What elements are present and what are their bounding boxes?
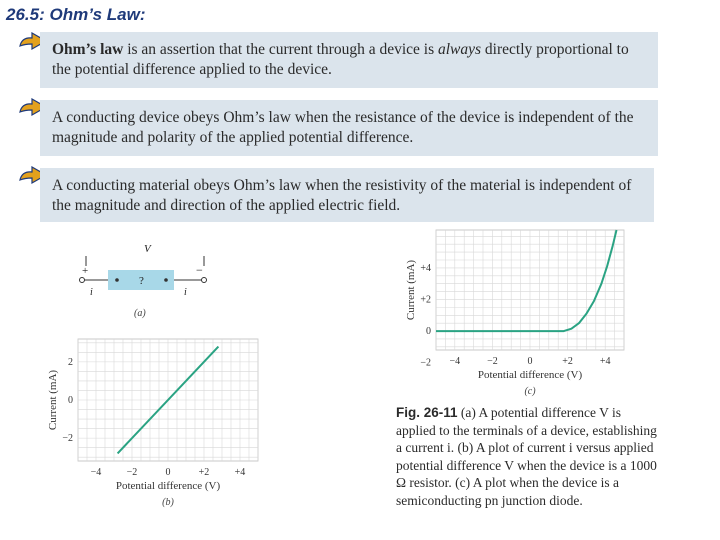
x-tick-label: +4 <box>234 467 246 478</box>
x-tick-label: 0 <box>527 356 533 367</box>
y-tick-label: −2 <box>420 357 431 369</box>
x-tick-label: 0 <box>165 467 171 478</box>
chart-sublabel: (b) <box>162 497 174 508</box>
x-tick-label: −4 <box>449 356 461 367</box>
device-statement-box <box>40 100 658 156</box>
chart-c <box>394 226 634 400</box>
circuit-current-left: i <box>90 287 93 298</box>
y-tick-label: −2 <box>62 433 73 445</box>
circuit-diagram <box>72 238 222 320</box>
circuit-sublabel: (a) <box>134 308 146 319</box>
y-tick-label: 0 <box>426 326 431 338</box>
device-statement-text: A conducting device obeys Ohm’s law when the resistance of the device is independent of the magnitude and polarity of the applied potential difference. <box>52 109 634 146</box>
ohms-law-text-b: directly proportional to the potential difference applied to the device. <box>52 41 629 78</box>
x-tick-label: +2 <box>198 467 210 478</box>
circuit-current-right: i <box>184 287 187 298</box>
figure-caption-text: (a) A potential difference V is applied to the terminals of a device, establishing a current i. (b) A plot of current i versus applied potential difference V when the device is a 1000 Ω resistor. (c) A plot when the device is a semiconducting pn junction diode. <box>396 405 657 508</box>
ohms-law-term: Ohm’s law <box>52 41 124 58</box>
y-tick-label: +2 <box>420 294 431 306</box>
x-tick-label: +2 <box>562 356 573 367</box>
figure-caption <box>396 404 664 510</box>
x-tick-label: +4 <box>599 356 611 367</box>
circuit-device-label: ? <box>139 275 144 287</box>
x-axis-label: Potential difference (V) <box>477 369 583 381</box>
y-tick-label: +4 <box>420 262 431 274</box>
y-axis-label: Current (mA) <box>47 369 59 431</box>
material-statement-box <box>40 168 654 222</box>
circuit-plus: + <box>82 265 89 277</box>
page-title: 26.5: Ohm’s Law: <box>6 5 146 24</box>
ohms-law-definition-box <box>40 32 658 88</box>
y-axis-label: Current (mA) <box>405 259 417 321</box>
y-tick-label: 0 <box>68 395 73 406</box>
x-tick-label: −4 <box>90 467 102 478</box>
figure-label: Fig. 26-11 <box>396 405 458 420</box>
ohms-law-always: always <box>437 41 482 58</box>
chart-sublabel: (c) <box>524 386 536 397</box>
circuit-minus: − <box>196 263 203 277</box>
material-statement-text: A conducting material obeys Ohm’s law when the resistivity of the material is independent of the magnitude and direction of the applied electric field. <box>52 177 632 214</box>
ohms-law-text-a: is an assertion that the current through a device is <box>123 41 438 58</box>
circuit-v-label: V <box>144 243 151 255</box>
y-tick-label: 2 <box>68 356 73 368</box>
x-tick-label: −2 <box>126 467 138 478</box>
chart-b <box>38 336 268 510</box>
x-axis-label: Potential difference (V) <box>115 480 221 492</box>
x-tick-label: −2 <box>487 356 498 367</box>
